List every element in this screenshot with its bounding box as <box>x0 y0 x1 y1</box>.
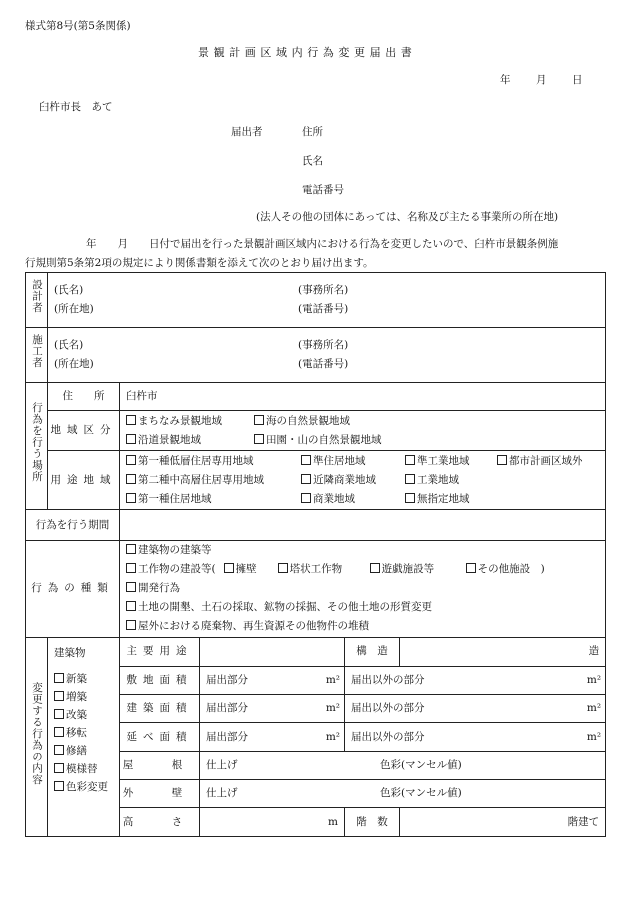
checkbox[interactable] <box>126 582 136 592</box>
building-area-label: 建築面積 <box>120 694 200 722</box>
checkbox[interactable] <box>54 781 64 791</box>
floors-value[interactable]: 階建て <box>400 808 606 837</box>
site-area-notified[interactable]: 届出部分 m² <box>200 666 345 694</box>
site-label: 行為を行う場所 <box>26 382 48 510</box>
checkbox[interactable] <box>278 563 288 573</box>
building-area-notified[interactable]: 届出部分 m² <box>200 694 345 722</box>
form-number: 様式第8号(第5条関係) <box>25 20 131 32</box>
builder-label: 施工者 <box>26 327 48 382</box>
change-content-label: 変更する行為の内容 <box>26 638 48 837</box>
checkbox[interactable] <box>126 493 136 503</box>
main-use-value[interactable] <box>200 638 345 666</box>
checkbox[interactable] <box>254 434 264 444</box>
designer-label: 設計者 <box>26 273 48 328</box>
notifier-address-label: 住所 <box>302 126 323 138</box>
roof-label: 屋 根 <box>120 751 200 779</box>
checkbox[interactable] <box>370 563 380 573</box>
main-use-label: 主要用途 <box>120 638 200 666</box>
checkbox[interactable] <box>126 601 136 611</box>
height-value[interactable]: m <box>200 808 345 837</box>
body-text-line1: 年 月 日付で届出を行った景観計画区域内における行為を変更したいので、臼杵市景観条例施 <box>86 238 559 250</box>
checkbox[interactable] <box>301 455 311 465</box>
designer-phone-label: (電話番号) <box>298 302 349 315</box>
notification-form-table <box>25 272 606 837</box>
site-address-label: 住 所 <box>48 382 120 410</box>
site-area-other[interactable]: 届出以外の部分 m² <box>345 666 606 694</box>
area-category-label: 地域区分 <box>48 410 120 451</box>
checkbox[interactable] <box>54 763 64 773</box>
designer-office-label: (事務所名) <box>298 283 349 296</box>
designer-location-label: (所在地) <box>54 302 94 315</box>
checkbox[interactable] <box>54 709 64 719</box>
designer-name-label: (氏名) <box>54 283 84 296</box>
checkbox[interactable] <box>126 455 136 465</box>
checkbox[interactable] <box>126 415 136 425</box>
body-text-line2: 行規則第5条第2項の規定により関係書類を添えて次のとおり届け出ます。 <box>25 257 374 269</box>
building-label: 建築物 <box>54 647 86 660</box>
checkbox[interactable] <box>224 563 234 573</box>
checkbox[interactable] <box>126 563 136 573</box>
act-type-options[interactable]: 建築物の建築等 工作物の建設等( 擁壁 塔状工作物 遊戯施設等 その他施設 ) 開発行為 土地の開墾、土石の採取、鉱物の採掘、その他土地の形質変更 屋外における廃棄物、再生資源その他物件の堆積 <box>120 540 606 637</box>
building-area-other[interactable]: 届出以外の部分 m² <box>345 694 606 722</box>
checkbox[interactable] <box>54 691 64 701</box>
builder-fields[interactable] <box>48 327 606 382</box>
checkbox[interactable] <box>254 415 264 425</box>
structure-label: 構 造 <box>345 638 400 666</box>
floor-area-label: 延べ面積 <box>120 723 200 751</box>
date-day: 日 <box>572 74 583 86</box>
floor-area-other[interactable]: 届出以外の部分 m² <box>345 723 606 751</box>
exterior-wall-value[interactable]: 仕上げ 色彩(マンセル値) <box>200 780 606 808</box>
period-value[interactable] <box>120 510 606 540</box>
date-month: 月 <box>536 74 547 86</box>
builder-location-label: (所在地) <box>54 357 94 370</box>
corporate-note: (法人その他の団体にあっては、名称及び主たる事業所の所在地) <box>256 211 559 223</box>
checkbox[interactable] <box>126 544 136 554</box>
notifier-label: 届出者 <box>231 126 263 138</box>
checkbox[interactable] <box>54 745 64 755</box>
checkbox[interactable] <box>54 727 64 737</box>
building-change-checks[interactable]: 建築物 新築 増築 改築 移転 修繕 模様替 色彩変更 <box>48 638 120 837</box>
checkbox[interactable] <box>405 493 415 503</box>
builder-name-label: (氏名) <box>54 338 84 351</box>
floor-area-notified[interactable]: 届出部分 m² <box>200 723 345 751</box>
checkbox[interactable] <box>126 474 136 484</box>
period-label: 行為を行う期間 <box>26 510 120 540</box>
site-address-value[interactable]: 臼杵市 <box>120 382 606 410</box>
checkbox[interactable] <box>405 455 415 465</box>
builder-phone-label: (電話番号) <box>298 357 349 370</box>
notifier-name-label: 氏名 <box>302 155 323 167</box>
zoning-options[interactable]: 第一種低層住居専用地域 準住居地域 準工業地域 都市計画区域外 第二種中高層住居専用地域 近隣商業地域 工業地域 第一種住居地域 商業地域 無指定地域 <box>120 451 606 510</box>
structure-value[interactable]: 造 <box>400 638 606 666</box>
act-type-label: 行為の種類 <box>26 540 120 637</box>
page-title: 景観計画区域内行為変更届出書 <box>198 46 417 59</box>
exterior-wall-label: 外 壁 <box>120 780 200 808</box>
notifier-phone-label: 電話番号 <box>302 184 344 196</box>
checkbox[interactable] <box>54 673 64 683</box>
area-category-options[interactable]: まちなみ景観地域 海の自然景観地域 沿道景観地域 田園・山の自然景観地域 <box>120 410 606 451</box>
height-label: 高 さ <box>120 808 200 837</box>
roof-value[interactable]: 仕上げ 色彩(マンセル値) <box>200 751 606 779</box>
site-area-label: 敷地面積 <box>120 666 200 694</box>
designer-fields[interactable] <box>48 273 606 328</box>
checkbox[interactable] <box>126 620 136 630</box>
builder-office-label: (事務所名) <box>298 338 349 351</box>
checkbox[interactable] <box>405 474 415 484</box>
date-year: 年 <box>500 74 511 86</box>
zoning-label: 用途地域 <box>48 451 120 510</box>
checkbox[interactable] <box>466 563 476 573</box>
checkbox[interactable] <box>126 434 136 444</box>
floors-label: 階 数 <box>345 808 400 837</box>
checkbox[interactable] <box>301 474 311 484</box>
checkbox[interactable] <box>301 493 311 503</box>
addressee: 臼杵市長 あて <box>39 101 113 113</box>
checkbox[interactable] <box>497 455 507 465</box>
